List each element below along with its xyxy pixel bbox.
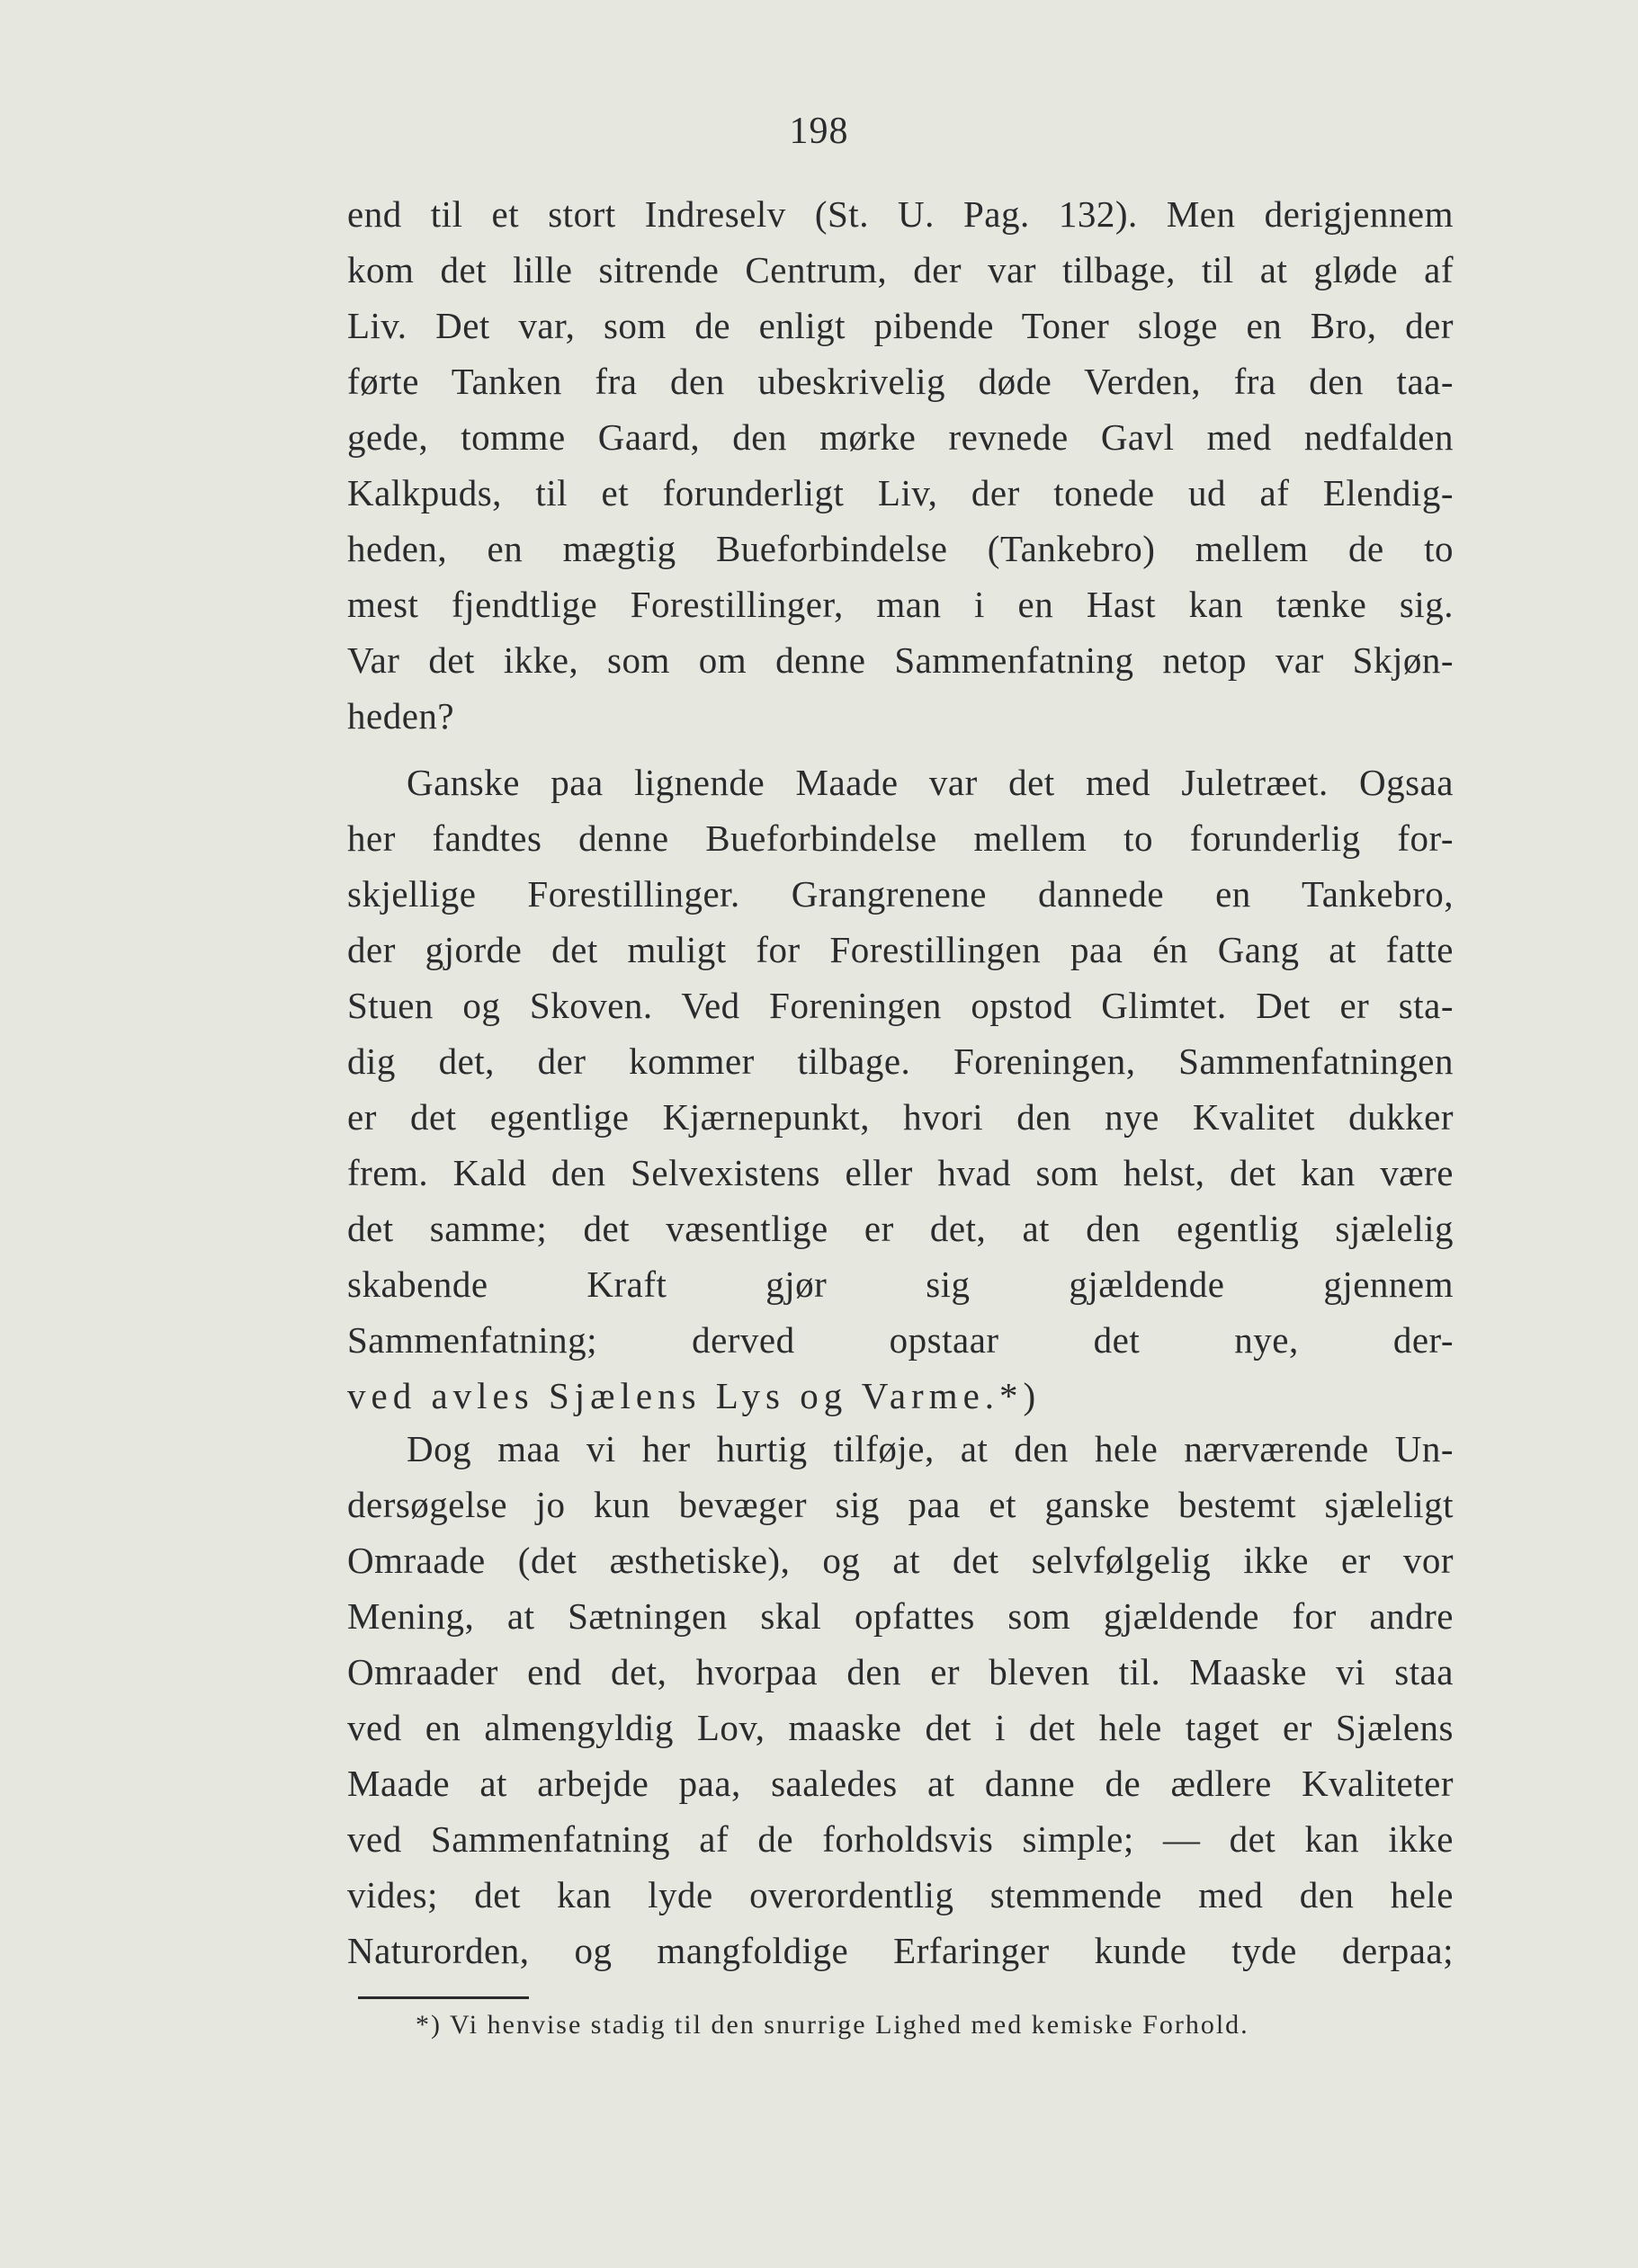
text-line: Stuen og Skoven. Ved Foreningen opstod Glimtet. Det er sta- xyxy=(347,985,1454,1026)
text-line: ved Sammenfatning af de forholdsvis simple; — det kan ikke xyxy=(347,1818,1454,1860)
text-line: Omraade (det æsthetiske), og at det selvfølgelig ikke er vor xyxy=(347,1540,1454,1581)
text-line: Var det ikke, som om denne Sammenfatning netop var Skjøn- xyxy=(347,639,1454,681)
text-line: ved en almengyldig Lov, maaske det i det hele taget er Sjælens xyxy=(347,1707,1454,1748)
text-line: Kalkpuds, til et forunderligt Liv, der tonede ud af Elendig- xyxy=(347,472,1454,513)
text-line: heden? xyxy=(347,695,455,737)
text-line: Liv. Det var, som de enligt pibende Toner sloge en Bro, der xyxy=(347,305,1454,346)
text-line: frem. Kald den Selvexistens eller hvad som helst, det kan være xyxy=(347,1152,1454,1193)
text-line: Mening, at Sætningen skal opfattes som gjældende for andre xyxy=(347,1595,1454,1637)
text-line: end til et stort Indreselv (St. U. Pag. 132). Men derigjennem xyxy=(347,193,1454,235)
text-line: heden, en mægtig Bueforbindelse (Tankebro) mellem de to xyxy=(347,528,1454,569)
text-line: dig det, der kommer tilbage. Foreningen, Sammenfatningen xyxy=(347,1040,1454,1082)
text-line: Maade at arbejde paa, saaledes at danne de ædlere Kvaliteter xyxy=(347,1763,1454,1804)
text-line-spaced: Sammenfatning; derved opstaar det nye, der- xyxy=(347,1319,1454,1361)
footnote-divider xyxy=(358,1996,529,1999)
text-line: er det egentlige Kjærnepunkt, hvori den nye Kvalitet dukker xyxy=(347,1096,1454,1138)
text-line: det samme; det væsentlige er det, at den egentlig sjælelig xyxy=(347,1208,1454,1249)
text-line: mest fjendtlige Forestillinger, man i en Hast kan tænke sig. xyxy=(347,584,1454,625)
paragraph-2 xyxy=(347,755,1454,1424)
text-line: der gjorde det muligt for Forestillingen paa én Gang at fatte xyxy=(347,929,1454,970)
text-line: Dog maa vi her hurtig tilføje, at den hele nærværende Un- xyxy=(407,1428,1454,1469)
text-line-spaced: ved avles Sjælens Lys og Varme.*) xyxy=(347,1375,1042,1416)
paragraph-3 xyxy=(347,1421,1454,1978)
text-line: gede, tomme Gaard, den mørke revnede Gavl med nedfalden xyxy=(347,416,1454,458)
text-line: her fandtes denne Bueforbindelse mellem to forunderlig for- xyxy=(347,817,1454,859)
text-line: førte Tanken fra den ubeskrivelig døde Verden, fra den taa- xyxy=(347,361,1454,402)
text-line: Naturorden, og mangfoldige Erfaringer kunde tyde derpaa; xyxy=(347,1930,1454,1971)
text-line: skjellige Forestillinger. Grangrenene dannede en Tankebro, xyxy=(347,873,1454,915)
text-line: Omraader end det, hvorpaa den er bleven til. Maaske vi staa xyxy=(347,1651,1454,1692)
footnote: *) Vi henvise stadig til den snurrige Lighed med kemiske Forhold. xyxy=(416,2010,1249,2040)
paragraph-1 xyxy=(347,186,1454,744)
text-line: vides; det kan lyde overordentlig stemmende med den hele xyxy=(347,1874,1454,1915)
page-number: 198 xyxy=(789,111,849,152)
text-line: kom det lille sitrende Centrum, der var tilbage, til at gløde af xyxy=(347,249,1454,290)
text-line: dersøgelse jo kun bevæger sig paa et ganske bestemt sjæleligt xyxy=(347,1484,1454,1525)
text-line: Ganske paa lignende Maade var det med Juletræet. Ogsaa xyxy=(407,762,1454,803)
text-line-spaced: skabende Kraft gjør sig gjældende gjennem xyxy=(347,1263,1454,1305)
